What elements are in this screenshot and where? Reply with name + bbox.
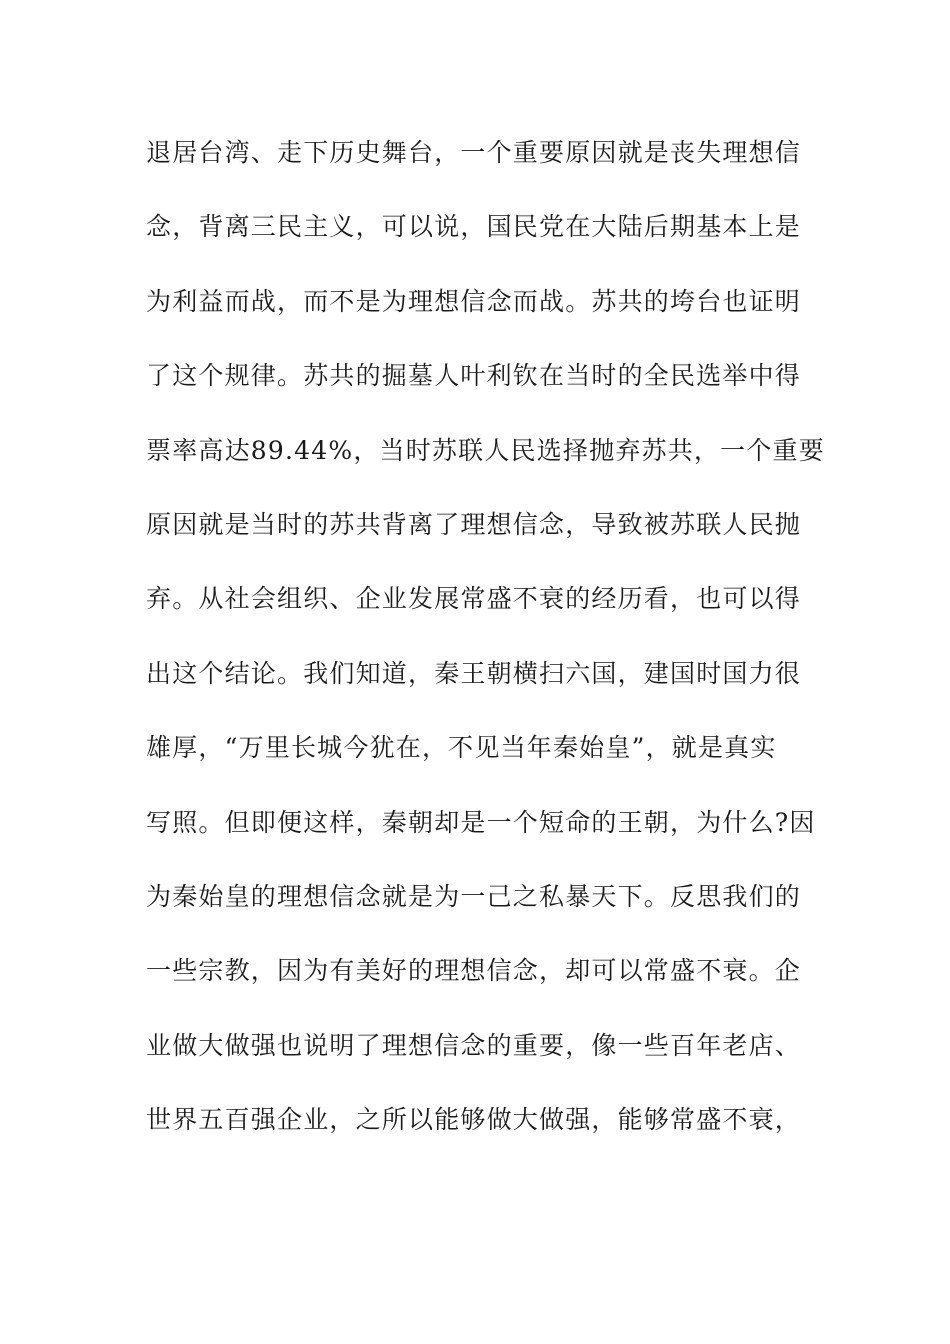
text-line: 为秦始皇的理想信念就是为一己之私暴天下。反思我们的 [146,881,802,911]
text-line: 写照。但即便这样，秦朝却是一个短命的王朝，为什么?因 [146,807,816,837]
text-line: 世界五百强企业，之所以能够做大做强，能够常盛不衰， [146,1105,802,1135]
text-line: 念，背离三民主义，可以说，国民党在大陆后期基本上是 [146,212,802,242]
text-line: 弃。从社会组织、企业发展常盛不衰的经历看，也可以得 [146,584,802,614]
text-line: 雄厚，“万里长城今犹在，不见当年秦始皇”，就是真实 [146,733,777,763]
text-line: 原因就是当时的苏共背离了理想信念，导致被苏联人民抛 [146,509,802,539]
text-line: 出这个结论。我们知道，秦王朝横扫六国，建国时国力很 [146,658,802,688]
text-line: 了这个规律。苏共的掘墓人叶利钦在当时的全民选举中得 [146,361,802,391]
text-line: 票率高达89.44%，当时苏联人民选择抛弃苏共，一个重要 [146,435,825,465]
text-line: 退居台湾、走下历史舞台，一个重要原因就是丧失理想信 [146,138,802,167]
body-text [146,131,825,1172]
text-line: 业做大做强也说明了理想信念的重要，像一些百年老店、 [146,1030,802,1060]
text-line: 为利益而战，而不是为理想信念而战。苏共的垮台也证明 [146,286,802,316]
text-line: 一些宗教，因为有美好的理想信念，却可以常盛不衰。企 [146,956,802,986]
